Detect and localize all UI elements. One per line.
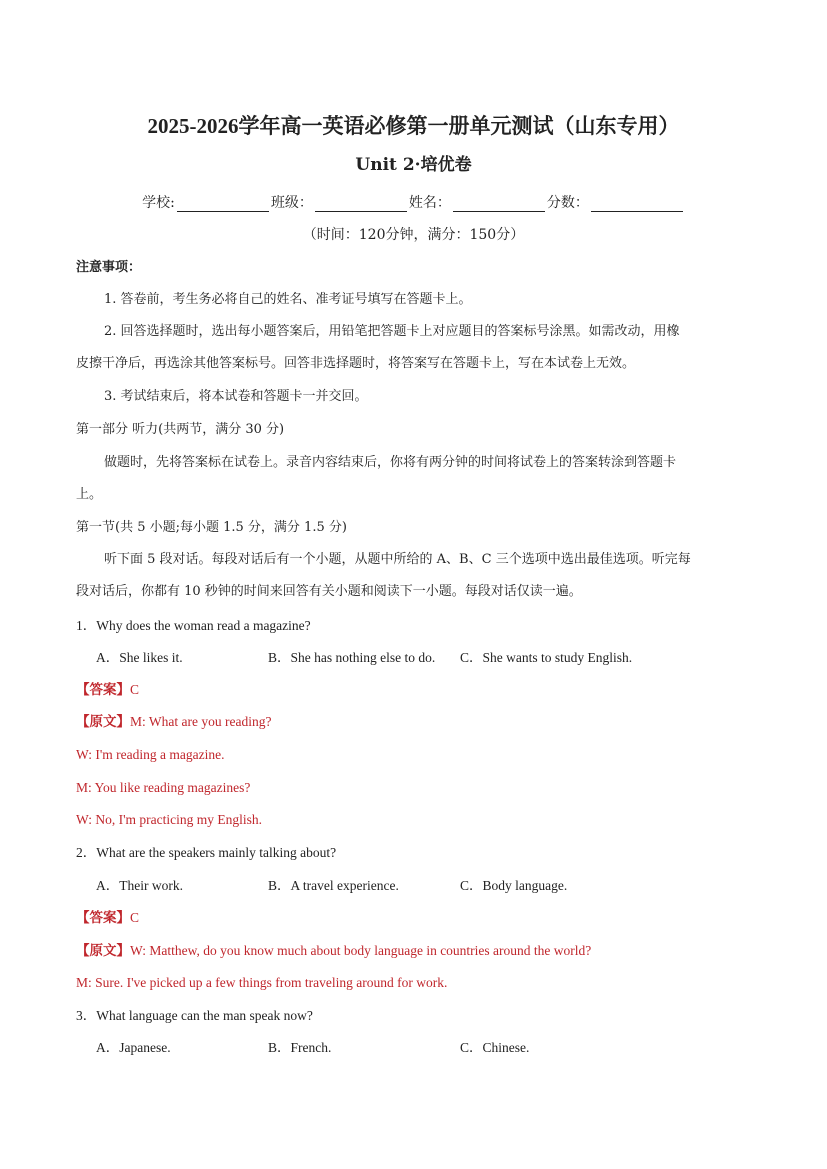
option-a: A．She likes it. [96,650,183,665]
transcript-line: M: You like reading magazines? [76,780,251,795]
score-blank [591,197,683,212]
page-subtitle: Unit 2·培优卷 [355,155,472,175]
section1-intro: 段对话后，你都有 10 秒钟的时间来回答有关小题和阅读下一小题。每段对话仅读一遍。 [76,584,582,599]
student-info-fields [0,194,827,212]
class-blank [315,197,407,212]
transcript [76,942,591,960]
notice-heading: 注意事项： [76,260,142,275]
transcript [76,713,271,731]
option-b: B．She has nothing else to do. [268,650,436,665]
question-3: 3．What language can the man speak now? [76,1008,313,1023]
section1-heading: 第一节(共 5 小题;每小题 1.5 分，满分 1.5 分) [76,520,347,535]
notice-item: 3. 考试结束后，将本试卷和答题卡一并交回。 [104,389,368,404]
transcript-line: M: Sure. I've picked up a few things from traveling around for work. [76,975,448,990]
option-a: A．Their work. [96,878,183,893]
name-blank [453,197,545,212]
part1-intro: 上。 [76,487,103,502]
school-label: 学校: [142,195,175,211]
transcript-line: W: Matthew, do you know much about body language in countries around the world? [130,943,592,958]
notice-item: 皮擦干净后，再选涂其他答案标号。回答非选择题时，将答案写在答题卡上，写在本试卷上无效。 [76,356,636,371]
option-b: B．A travel experience. [268,878,399,893]
section1-intro: 听下面 5 段对话。每段对话后有一个小题，从题中所给的 A、B、C 三个选项中选出最佳选项。听完每 [104,552,691,567]
transcript-line: M: What are you reading? [130,714,272,729]
transcript-label: 【原文】 [76,943,130,958]
part1-intro: 做题时，先将答案标在试卷上。录音内容结束后，你将有两分钟的时间将试卷上的答案转涂到答题卡 [104,455,677,470]
school-blank [177,197,269,212]
answer-label: 【答案】 [76,910,130,925]
answer-value: C [130,682,140,697]
option-a: A．Japanese. [96,1040,171,1055]
question-2: 2．What are the speakers mainly talking about? [76,845,337,860]
transcript-label: 【原文】 [76,714,130,729]
answer-value: C [130,910,140,925]
option-c: C．Body language. [460,878,568,893]
transcript-line: W: No, I'm practicing my English. [76,812,263,827]
option-c: C．Chinese. [460,1040,530,1055]
time-note: （时间：120分钟，满分：150分） [302,227,525,243]
name-label: 姓名： [408,195,451,211]
score-label: 分数： [546,195,589,211]
option-c: C．She wants to study English. [460,650,633,665]
class-label: 班级： [270,195,313,211]
page-title: 2025-2026学年高一英语必修第一册单元测试（山东专用） [147,114,680,138]
notice-item: 1. 答卷前，考生务必将自己的姓名、准考证号填写在答题卡上。 [104,292,472,307]
transcript-line: W: I'm reading a magazine. [76,747,225,762]
answer-label: 【答案】 [76,682,130,697]
answer [76,681,139,699]
notice-item: 2. 回答选择题时，选出每小题答案后，用铅笔把答题卡上对应题目的答案标号涂黑。如需改动，用橡 [104,324,680,339]
answer [76,909,139,927]
part1-heading: 第一部分 听力(共两节，满分 30 分) [76,422,285,437]
question-1: 1．Why does the woman read a magazine? [76,618,311,633]
option-b: B．French. [268,1040,332,1055]
